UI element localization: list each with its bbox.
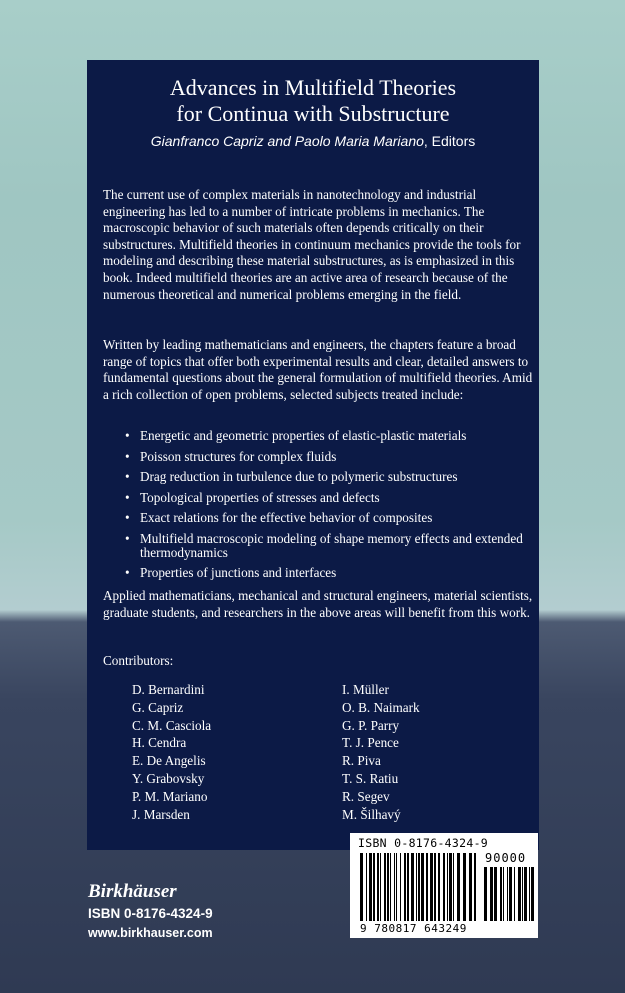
barcode-bar [474, 853, 476, 921]
contributor-name: H. Cendra [132, 735, 187, 751]
topic-item: • Topological properties of stresses and defects [140, 491, 535, 505]
barcode-bar [380, 853, 381, 921]
barcode-bar [449, 853, 452, 921]
barcode-bar [404, 853, 406, 921]
topic-item: • Multifield macroscopic modeling of shape memory effects and extended thermodynamics [140, 532, 535, 560]
topic-item: • Exact relations for the effective behavior of composites [140, 511, 535, 525]
publisher-logo: Birkhäuser [88, 881, 177, 902]
contributor-name: G. P. Parry [342, 717, 400, 733]
barcode-bar [457, 853, 460, 921]
barcode-bar [407, 853, 409, 921]
barcode-bar [421, 853, 424, 921]
barcode-bar [384, 853, 386, 921]
barcode-bar [366, 853, 367, 921]
contributor-name: R. Piva [342, 753, 381, 769]
barcode-bar [434, 853, 436, 921]
topic-item: • Energetic and geometric properties of elastic-plastic materials [140, 429, 535, 443]
barcode-bar [430, 853, 433, 921]
barcode-digits: 9 780817 643249 [360, 922, 467, 935]
barcode-bar [529, 867, 530, 921]
barcode-bar [463, 853, 466, 921]
barcode-bar [443, 853, 445, 921]
editors-suffix: , Editors [423, 133, 476, 149]
contributor-name: J. Marsden [132, 806, 190, 822]
contributor-name: P. M. Mariano [132, 788, 208, 804]
barcode-bar [411, 853, 414, 921]
editors-line [87, 133, 539, 149]
barcode-bar [524, 867, 527, 921]
barcode-bar [416, 853, 417, 921]
book-title-line-1: Advances in Multifield Theories [169, 75, 457, 100]
contributors-left-column [132, 681, 211, 823]
contributor-name: Y. Grabovsky [132, 770, 205, 786]
barcode-bar [518, 867, 521, 921]
description-paragraph-1: The current use of complex materials in nanotechnology and industrial engineering has led to a number of intricate problems in mechanics. The macroscopic behavior of such materials often depends critically on their substructures. Multifield theories in continuum mechanics provide the tools for modeling and describing these material substructures, as is emphasized in this book. Indeed multifield theories are an active area of research because of the numerous theoretical and numerical problems emerging in the field. [103, 187, 521, 302]
publisher-url: www.birkhauser.com [88, 926, 213, 940]
description-paragraph-2: Written by leading mathematicians and engineers, the chapters feature a broad range of topics that offer both experimental results and clear, detailed answers to fundamental questions about the general formulation of multifield theories. Amid a rich collection of open problems, selected subjects treated include: [103, 337, 533, 402]
contributors-right-column [342, 681, 420, 823]
barcode-bar [522, 867, 523, 921]
topic-item: • Drag reduction in turbulence due to polymeric substructures [140, 470, 535, 484]
barcode-bar [500, 867, 502, 921]
barcode-bar [396, 853, 397, 921]
contributor-name: M. Šilhavý [342, 806, 401, 822]
barcode-bar [531, 867, 534, 921]
barcode-bar [514, 867, 515, 921]
barcode-bar [509, 867, 512, 921]
contributor-name: G. Capriz [132, 699, 184, 715]
contributor-name: T. S. Ratiu [342, 770, 399, 786]
barcode-bar [426, 853, 428, 921]
barcode-bar [387, 853, 389, 921]
barcode-bar [447, 853, 448, 921]
barcode-bar [377, 853, 379, 921]
isbn-barcode [350, 833, 538, 938]
contributors-label: Contributors: [103, 653, 174, 668]
barcode-bar [484, 867, 487, 921]
contributor-name: T. J. Pence [342, 735, 399, 751]
barcode-bar [453, 853, 454, 921]
description-paragraph-3: Applied mathematicians, mechanical and structural engineers, material scientists, graduate students, and researchers in the above areas will benefit from this work. [103, 588, 533, 620]
barcode-bar [438, 853, 440, 921]
barcode-bar [360, 853, 363, 921]
barcode-bar [503, 867, 504, 921]
barcode-bar [369, 853, 372, 921]
barcode-bar [469, 853, 472, 921]
topic-item: • Poisson structures for complex fluids [140, 450, 535, 464]
book-title-line-2: for Continua with Substructure [176, 101, 450, 126]
barcode-bar [390, 853, 391, 921]
contributor-name: R. Segev [342, 788, 390, 804]
topic-item: • Properties of junctions and interfaces [140, 566, 535, 580]
barcode-bar [418, 853, 420, 921]
contributor-name: C. M. Casciola [132, 717, 212, 733]
isbn-label: ISBN 0-8176-4324-9 [88, 906, 213, 921]
editors-names: Gianfranco Capriz and Paolo Maria Mariano [150, 133, 424, 149]
contributor-name: E. De Angelis [132, 753, 206, 769]
barcode-bar [507, 867, 508, 921]
topics-list [140, 429, 535, 587]
barcode-bar [400, 853, 401, 921]
contributor-name: O. B. Naimark [342, 699, 420, 715]
contributor-name: D. Bernardini [132, 682, 205, 697]
barcode-price-code: 90000 [485, 851, 527, 865]
barcode-bar [494, 867, 497, 921]
barcode-bar [373, 853, 375, 921]
contributor-name: I. Müller [342, 682, 389, 697]
barcode-bar [490, 867, 493, 921]
barcode-bar [394, 853, 395, 921]
barcode-isbn-text: ISBN 0-8176-4324-9 [358, 836, 489, 850]
